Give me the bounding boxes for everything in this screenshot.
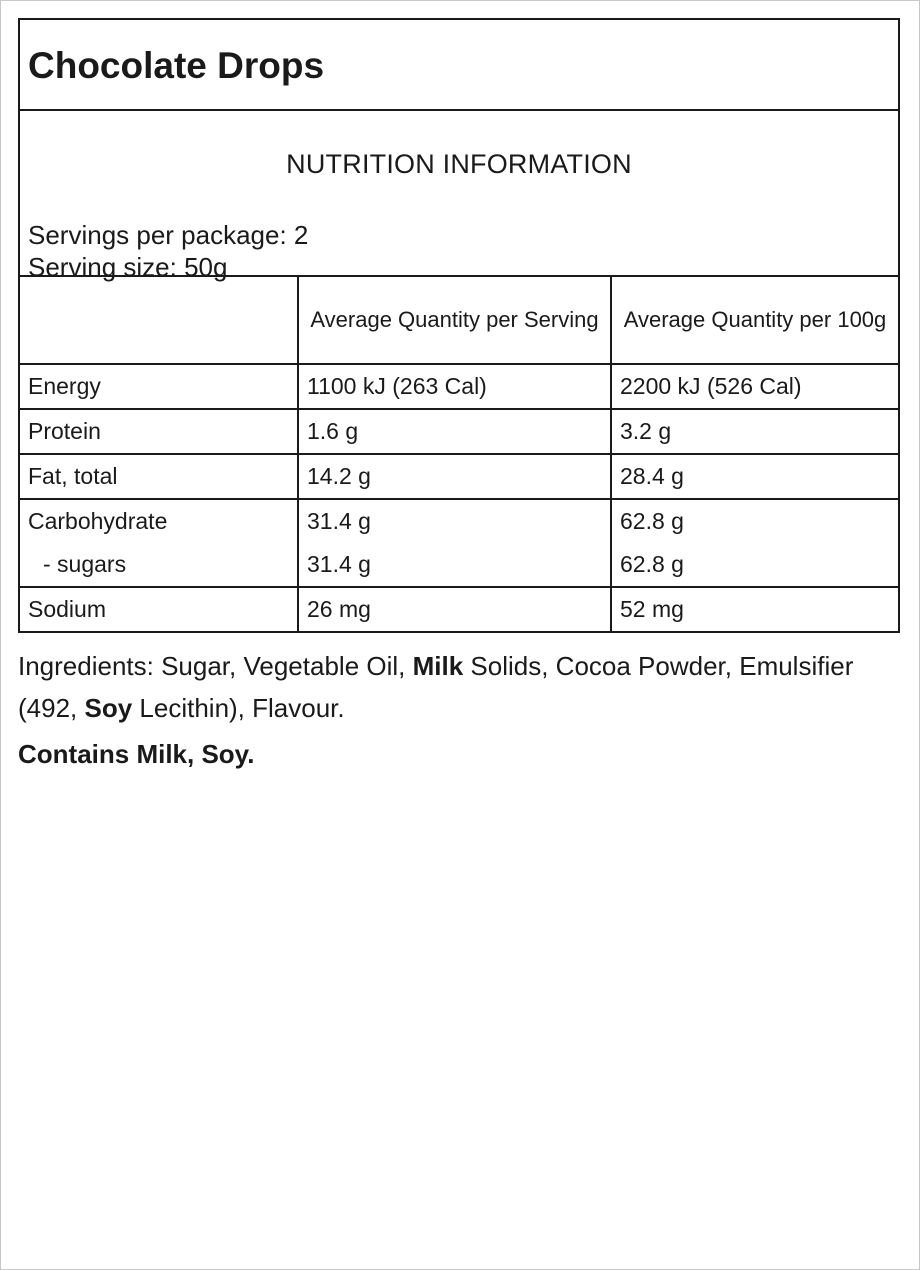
per-100g-value: 52 mg xyxy=(620,596,684,622)
ingredients-prefix: Ingredients: Sugar, Vegetable Oil, xyxy=(18,651,413,681)
ingredients-suffix: Lecithin), Flavour. xyxy=(132,693,345,723)
table-row-fat xyxy=(20,454,898,499)
ingredients-text xyxy=(18,645,898,729)
allergen-soy: Soy xyxy=(84,693,133,723)
allergen-milk: Milk xyxy=(412,651,464,681)
per-100g-value: 28.4 g xyxy=(611,454,898,499)
per-serving-value: 31.4 g xyxy=(298,543,611,587)
servings-per-package: Servings per package: 2 xyxy=(28,220,309,250)
nutrient-label: Sodium xyxy=(20,587,298,631)
per-serving-value: 31.4 g xyxy=(298,499,611,543)
product-title: Chocolate Drops xyxy=(20,20,898,111)
table-row-sugars xyxy=(20,543,898,587)
per-serving-value: 1.6 g xyxy=(298,409,611,454)
table-row-energy xyxy=(20,364,898,409)
per-serving-value: 26 mg xyxy=(298,587,611,631)
per-100g-value: 62.8 g xyxy=(611,543,898,587)
table-header-row xyxy=(20,277,898,364)
per-100g-value: 62.8 g xyxy=(620,508,684,534)
serving-size: Serving size: 50g xyxy=(28,252,228,282)
nutrition-heading: NUTRITION INFORMATION xyxy=(286,149,632,179)
nutrition-header xyxy=(20,111,898,282)
nutrition-table xyxy=(20,277,898,631)
column-header-per-serving: Average Quantity per Serving xyxy=(298,277,611,364)
nutrient-label: Energy xyxy=(20,364,298,409)
table-row-sodium xyxy=(20,587,898,631)
table-row-carbohydrate xyxy=(20,499,898,543)
per-serving-value: 1100 kJ (263 Cal) xyxy=(298,364,611,409)
servings-info xyxy=(28,219,890,283)
nutrient-label xyxy=(20,543,298,587)
nutrient-label: Protein xyxy=(20,409,298,454)
allergen-statement: Contains Milk, Soy. xyxy=(18,739,255,769)
ingredients-middle: Solids, Cocoa Powder, Emulsifier (492, xyxy=(18,651,854,723)
nutrient-label: Carbohydrate xyxy=(20,499,298,543)
sub-nutrient-label: - sugars xyxy=(43,551,127,577)
per-100g-value: 2200 kJ (526 Cal) xyxy=(611,364,898,409)
per-100g-value: 3.2 g xyxy=(611,409,898,454)
column-header-per-100g: Average Quantity per 100g xyxy=(611,277,898,364)
nutrient-label: Fat, total xyxy=(20,454,298,499)
per-serving-value: 14.2 g xyxy=(298,454,611,499)
table-row-protein xyxy=(20,409,898,454)
column-header-nutrient xyxy=(20,277,298,364)
nutrition-panel xyxy=(18,18,900,633)
